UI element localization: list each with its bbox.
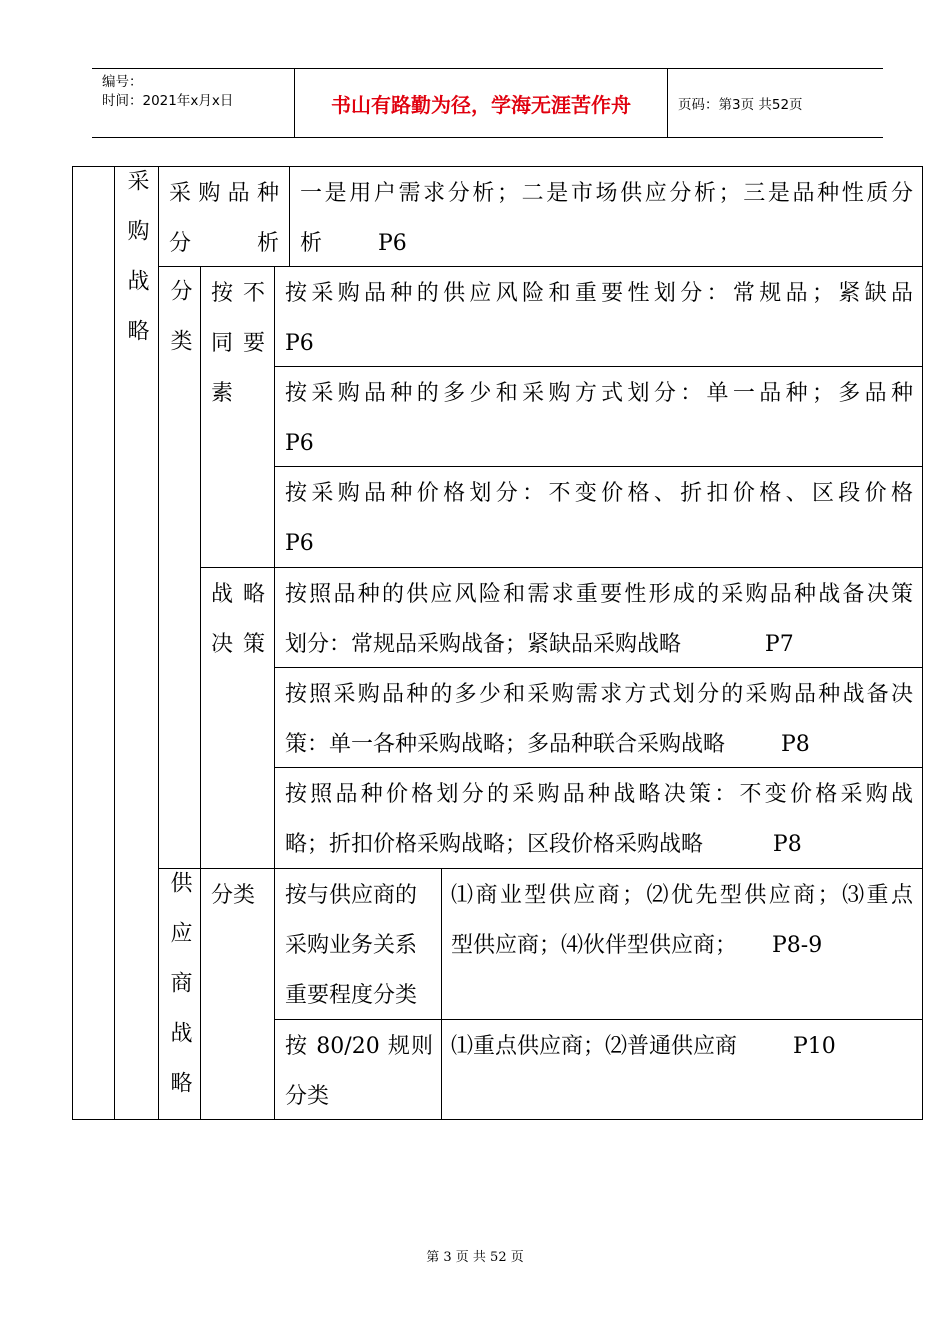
by-elements-row-line2: P6 [285, 331, 314, 356]
supplier-content-line2: 型供应商；⑷伙伴型供应商； P8-9 [451, 933, 823, 958]
supplier-criterion-line: 采购业务关系 [285, 933, 418, 958]
variety-analysis-label: 采 购 品 种 分析 [169, 181, 279, 256]
variety-analysis-line2: 析 P6 [300, 231, 407, 256]
strategy-decision-row-line1: 按照品种价格划分的采购品种战略决策：不变价格采购战 [285, 782, 913, 807]
number-label: 编号： [102, 74, 143, 90]
supplier-criterion-line: 分类 [285, 1084, 330, 1109]
supplier-criterion-line: 重要程度分类 [285, 983, 418, 1008]
strategy-column-label: 采购战略 [124, 169, 149, 369]
strategy-decision-row-line2: 策：单一各种采购战略；多品种联合采购战略 P8 [285, 732, 810, 757]
by-elements-row-line1: 按采购品种的多少和采购方式划分：单一品种；多品种 [285, 381, 913, 406]
grid-line [289, 166, 290, 266]
strategy-decision-row-line2: 略；折扣价格采购战略；区段价格采购战略 P8 [285, 832, 802, 857]
by-elements-row-line1: 按采购品种价格划分：不变价格、折扣价格、区段价格 [285, 481, 913, 506]
grid-line [441, 868, 442, 1120]
by-elements-row-line1: 按采购品种的供应风险和重要性划分：常规品；紧缺品 [285, 281, 913, 306]
grid-line [274, 266, 275, 1120]
grid-line [200, 266, 201, 1120]
time-label: 时间：2021年x月x日 [102, 93, 234, 109]
classify-column-label: 分类 [167, 279, 192, 379]
supplier-strategy-label: 供应商战略 [167, 871, 192, 1121]
variety-analysis-line1: 一是用户需求分析；二是市场供应分析；三是品种性质分 [300, 181, 913, 206]
header-motto: 书山有路勤为径，学海无涯苦作舟 [331, 92, 631, 117]
header-meta [102, 73, 233, 111]
by-elements-row-line2: P6 [285, 531, 314, 556]
supplier-criterion-line: 按与供应商的 [285, 883, 418, 908]
table-border-left [72, 166, 73, 1120]
supplier-content-line1: ⑴重点供应商；⑵普通供应商 P10 [451, 1034, 836, 1059]
grid-line [274, 366, 923, 367]
by-elements-label: 按不同要素 [211, 281, 265, 406]
page-header [92, 68, 883, 138]
strategy-decision-row-line1: 按照品种的供应风险和需求重要性形成的采购品种战备决策 [285, 582, 913, 607]
strategy-table [72, 166, 922, 1120]
page-footer: 第 3 页 共 52 页 [426, 1250, 524, 1265]
supplier-content-line1: ⑴商业型供应商；⑵优先型供应商；⑶重点 [451, 883, 913, 908]
table-border-right [922, 166, 923, 1120]
strategy-decision-row-line2: 划分：常规品采购战备；紧缺品采购战略 P7 [285, 632, 794, 657]
supplier-criterion-line: 按 80/20 规则 [285, 1034, 433, 1059]
header-page-info: 页码：第3页 共52页 [678, 97, 803, 113]
header-divider [667, 69, 668, 137]
table-border-top [72, 166, 923, 167]
strategy-decision-row-line1: 按照采购品种的多少和采购需求方式划分的采购品种战备决 [285, 682, 913, 707]
grid-line [274, 466, 923, 467]
supplier-classify-label: 分类 [211, 883, 256, 908]
strategy-decision-label: 战略决策 [211, 582, 265, 657]
by-elements-row-line2: P6 [285, 431, 314, 456]
